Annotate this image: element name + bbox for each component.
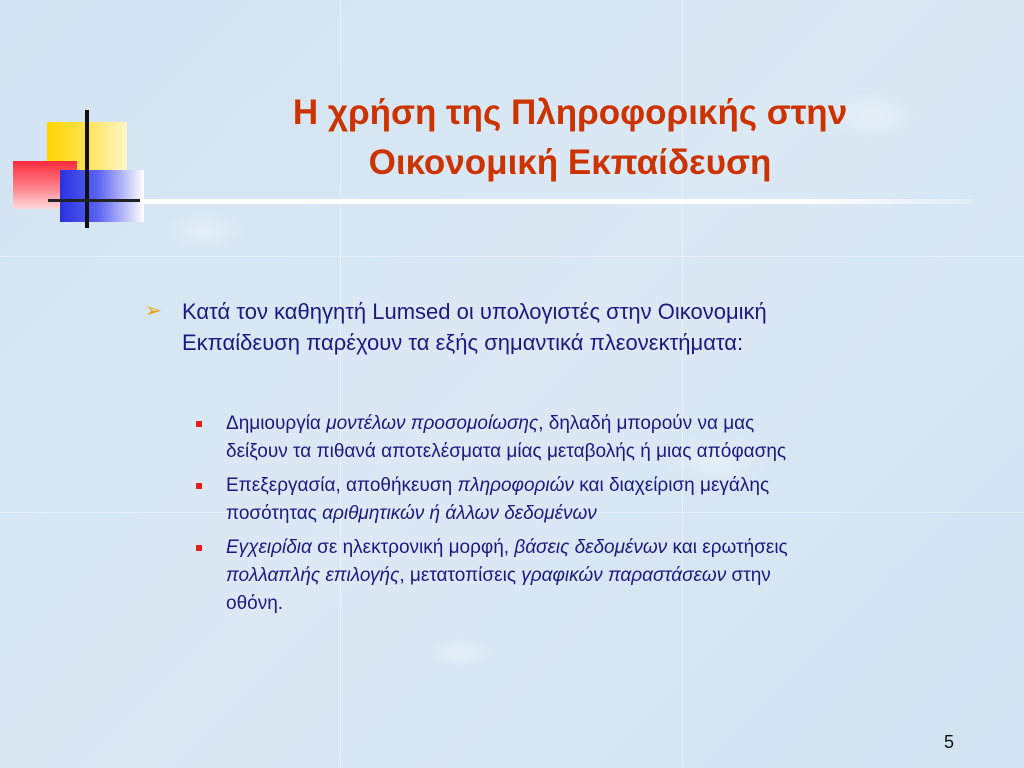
title-line-2: Οικονομική Εκπαίδευση [368,143,772,182]
arrow-bullet-icon: ➢ [145,300,162,322]
italic-text-run: γραφικών παραστάσεων [521,565,727,586]
horizontal-line [48,199,148,202]
main-bullet-line-2: Εκπαίδευση παρέχουν τα εξής σημαντικά πλεονεκτήματα: [182,330,744,355]
sub-bullet-text [226,472,996,528]
sub-bullet-text [226,534,996,618]
main-bullet [145,296,965,358]
text-run: οθόνη. [226,593,284,614]
square-bullet-icon [196,545,202,551]
main-bullet-line-1: Κατά τον καθηγητή Lumsed οι υπολογιστές στην Οικονομική [182,299,767,324]
italic-text-run: πολλαπλής επιλογής [226,565,400,586]
italic-text-run: πληροφοριών [457,475,574,496]
italic-text-run: μοντέλων προσομοίωσης [326,413,539,434]
text-run: , μετατοπίσεις [399,565,522,586]
slide-title [160,88,980,188]
blue-block [60,170,144,222]
square-bullet-icon [196,483,202,489]
text-run: και διαχείριση μεγάλης [573,475,770,496]
background-tile-seam [0,256,1024,257]
italic-text-run: αριθμητικών ή άλλων δεδομένων [322,503,597,524]
text-run: Επεξεργασία, αποθήκευση [226,475,458,496]
text-run: , δηλαδή μπορούν να μας [538,413,755,434]
sub-bullet-text [226,410,996,466]
title-line-1: Η χρήση της Πληροφορικής στην [292,93,848,132]
sub-bullet-item [196,534,996,618]
page-number: 5 [944,732,955,752]
title-underline [140,199,972,204]
vertical-line [85,110,89,228]
sub-bullet-list [196,410,996,624]
text-run: ποσότητας [226,503,323,524]
text-run: Δημιουργία [226,413,327,434]
italic-text-run: Εγχειρίδια [226,537,312,558]
sub-bullet-item [196,472,996,528]
square-bullet-icon [196,421,202,427]
main-bullet-text [182,296,965,358]
text-run: σε ηλεκτρονική μορφή, [311,537,515,558]
decorative-color-blocks [0,0,160,240]
text-run: δείξουν τα πιθανά αποτελέσματα μίας μεταβολής ή μιας απόφασης [226,441,787,462]
text-run: στην [726,565,771,586]
text-run: και ερωτήσεις [667,537,788,558]
sub-bullet-item [196,410,996,466]
italic-text-run: βάσεις δεδομένων [514,537,668,558]
